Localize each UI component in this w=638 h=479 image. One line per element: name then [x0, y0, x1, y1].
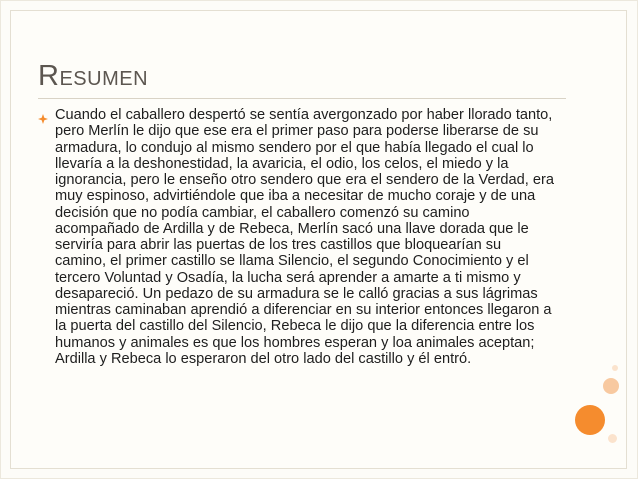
- summary-paragraph: Cuando el caballero despertó se sentía avergonzado por haber llorado tanto, pero Merlín le dijo que ese era el primer paso para poderse liberarse de su armadura, lo condujo al mismo sendero por el que había llegado el cual lo llevaría a la deshonestidad, la avaricia, el odio, los celos, el miedo y la ignorancia, pero le enseño otro sendero que era el sendero de la Verdad, era muy espinoso, advirtiéndole que iba a necesitar de mucho coraje y de una decisión que no podía cambiar, el caballero comenzó su camino acompañado de Ardilla y de Rebeca, Merlín sacó una llave dorada que le serviría para abrir las puertas de los tres castillos que bloquearían su camino, el primer castillo se llama Silencio, el segundo Conocimiento y el tercero Voluntad y Osadía, la lucha será aprender a amarte a ti mismo y desapareció. Un pedazo de su armadura se le calló gracias a sus lágrimas mientras caminaban aprendió a diferenciar en su interior entonces llegaron a la puerta del castillo del Silencio, Rebeca le dijo que la diferencia entre los humanos y animales es que los hombres esperan y loa animales aceptan; Ardilla y Rebeca lo esperaron del otro lado del castillo y él entró.: [55, 107, 554, 367]
- decorative-circle-large: [575, 405, 605, 435]
- slide-title: Resumen: [38, 60, 149, 92]
- decorative-circle-medium: [603, 378, 619, 394]
- decorative-circle-small: [608, 434, 617, 443]
- decorative-circle-tiny: [612, 365, 618, 371]
- diamond-bullet-icon: [38, 114, 48, 124]
- title-divider: [38, 98, 566, 99]
